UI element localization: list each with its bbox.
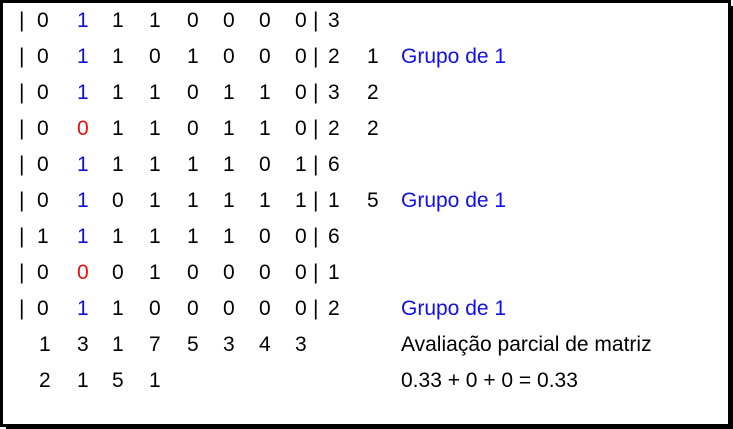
matrix-row [3,183,728,219]
matrix-cell: 0 [37,261,49,284]
row-right-bar: | [313,261,319,284]
row-left-bar: | [19,9,25,32]
matrix-cell: 1 [223,117,235,140]
row-count: 1 [328,189,340,212]
row-extra: 2 [367,81,379,104]
matrix-cell: 0 [187,9,199,32]
matrix-cell: 1 [112,297,124,320]
matrix-cell: 1 [187,225,199,248]
row-right-bar: | [313,45,319,68]
row-right-bar: | [313,189,319,212]
matrix-cell: 0 [37,153,49,176]
matrix-cell: 1 [77,189,89,212]
matrix-cell: 1 [223,153,235,176]
partial-evaluation-label: Avaliação parcial de matriz [401,333,652,356]
matrix-cell: 0 [295,117,307,140]
matrix-cell: 0 [187,297,199,320]
column-sum: 7 [149,333,161,356]
matrix-cell: 1 [77,81,89,104]
matrix-cell: 0 [223,45,235,68]
row-extra: 1 [367,45,379,68]
matrix-cell: 1 [112,81,124,104]
matrix-cell: 1 [112,9,124,32]
matrix-cell: 0 [187,117,199,140]
matrix-cell: 0 [37,81,49,104]
matrix-cell: 0 [37,297,49,320]
matrix-cell: 0 [112,189,124,212]
row-left-bar: | [19,225,25,248]
matrix-cell: 1 [112,225,124,248]
column-sum: 5 [187,333,199,356]
matrix-cell: 0 [295,297,307,320]
matrix-cell: 1 [149,153,161,176]
row-left-bar: | [19,45,25,68]
matrix-row [3,219,728,255]
second-row-value: 2 [39,369,51,392]
evaluation-formula: 0.33 + 0 + 0 = 0.33 [401,369,578,392]
matrix-row [3,111,728,147]
matrix-cell: 1 [149,261,161,284]
matrix-cell: 1 [259,117,271,140]
matrix-cell: 1 [77,9,89,32]
matrix-cell: 0 [259,225,271,248]
matrix-cell: 1 [295,189,307,212]
second-row-value: 1 [149,369,161,392]
row-left-bar: | [19,81,25,104]
matrix-cell: 1 [187,189,199,212]
matrix-cell: 1 [259,81,271,104]
matrix-cell: 1 [77,297,89,320]
group-label: Grupo de 1 [401,297,507,320]
matrix-cell: 0 [259,9,271,32]
matrix-cell: 0 [37,45,49,68]
matrix-cell: 1 [223,189,235,212]
column-sum: 1 [39,333,51,356]
matrix-cell: 0 [149,297,161,320]
row-count: 2 [328,117,340,140]
matrix-cell: 0 [77,117,89,140]
column-sum: 4 [259,333,271,356]
matrix-cell: 1 [149,225,161,248]
row-left-bar: | [19,153,25,176]
group-label: Grupo de 1 [401,189,507,212]
row-count: 3 [328,81,340,104]
column-sum: 3 [77,333,89,356]
matrix-cell: 0 [295,261,307,284]
row-count: 1 [328,261,340,284]
matrix-cell: 0 [295,225,307,248]
matrix-row [3,3,728,39]
column-sum: 1 [112,333,124,356]
matrix-row [3,147,728,183]
matrix-cell: 1 [149,189,161,212]
row-left-bar: | [19,297,25,320]
matrix-cell: 1 [223,81,235,104]
row-right-bar: | [313,153,319,176]
matrix-cell: 1 [149,9,161,32]
row-left-bar: | [19,261,25,284]
matrix-row [3,291,728,327]
matrix-cell: 1 [112,153,124,176]
second-row [3,363,728,399]
matrix-cell: 0 [295,45,307,68]
matrix-cell: 0 [223,261,235,284]
matrix-cell: 0 [295,81,307,104]
column-sum: 3 [223,333,235,356]
matrix-cell: 1 [223,225,235,248]
matrix-cell: 1 [295,153,307,176]
matrix-row [3,75,728,111]
matrix-cell: 0 [149,45,161,68]
row-left-bar: | [19,189,25,212]
second-row-value: 5 [112,369,124,392]
matrix-cell: 1 [112,45,124,68]
matrix-cell: 0 [259,45,271,68]
row-right-bar: | [313,297,319,320]
matrix-cell: 1 [259,189,271,212]
matrix-cell: 0 [37,117,49,140]
row-count: 6 [328,225,340,248]
matrix-row [3,255,728,291]
matrix-cell: 1 [149,117,161,140]
matrix-cell: 1 [187,153,199,176]
matrix-cell: 1 [112,117,124,140]
matrix-row [3,39,728,75]
row-count: 2 [328,45,340,68]
row-right-bar: | [313,225,319,248]
matrix-cell: 0 [259,261,271,284]
matrix-cell: 1 [187,45,199,68]
row-count: 2 [328,297,340,320]
row-extra: 2 [367,117,379,140]
row-right-bar: | [313,81,319,104]
row-count: 3 [328,9,340,32]
row-left-bar: | [19,117,25,140]
second-row-value: 1 [77,369,89,392]
matrix-cell: 0 [187,261,199,284]
row-right-bar: | [313,9,319,32]
row-count: 6 [328,153,340,176]
row-extra: 5 [367,189,379,212]
matrix-cell: 1 [77,225,89,248]
matrix-cell: 0 [112,261,124,284]
matrix-cell: 0 [259,297,271,320]
matrix-cell: 0 [37,9,49,32]
matrix-cell: 1 [77,45,89,68]
matrix-cell: 0 [259,153,271,176]
matrix-cell: 1 [37,225,49,248]
column-sum: 3 [295,333,307,356]
row-right-bar: | [313,117,319,140]
matrix-cell: 0 [223,9,235,32]
matrix-cell: 0 [37,189,49,212]
matrix-cell: 0 [223,297,235,320]
matrix-cell: 1 [77,153,89,176]
group-label: Grupo de 1 [401,45,507,68]
matrix-cell: 0 [77,261,89,284]
matrix-cell: 1 [149,81,161,104]
column-sums-row [3,327,728,363]
matrix-cell: 0 [295,9,307,32]
matrix-cell: 0 [187,81,199,104]
